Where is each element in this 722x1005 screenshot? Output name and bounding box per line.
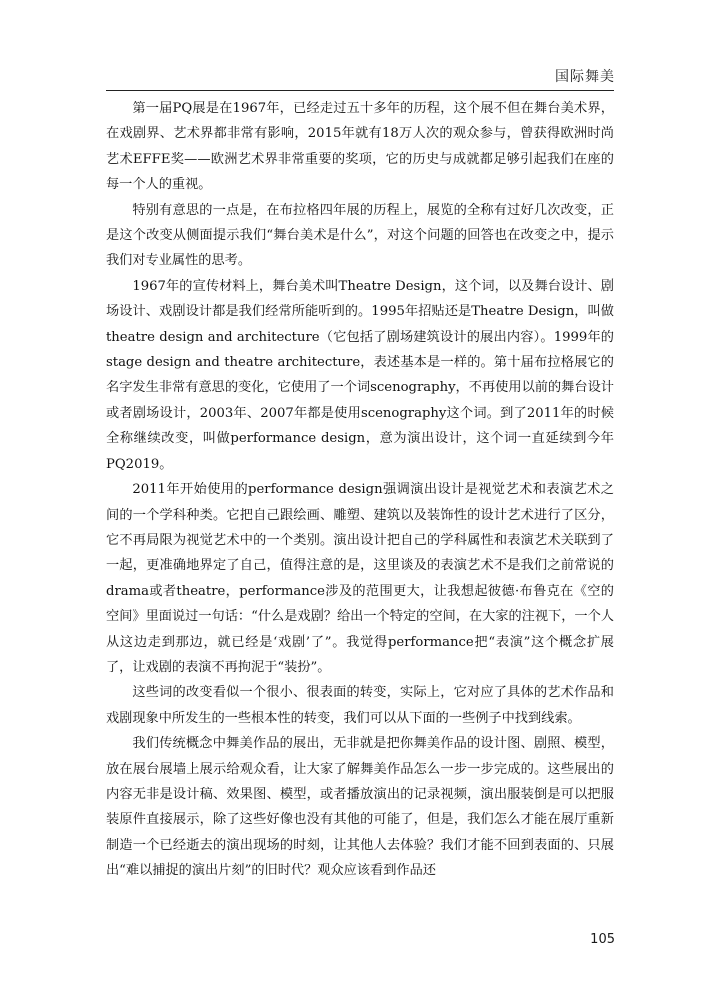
- paragraph: 这些词的改变看似一个很小、很表面的转变，实际上，它对应了具体的艺术作品和戏剧现象中所发生的一些根本性的转变，我们可以从下面的一些例子中找到线索。: [106, 685, 614, 726]
- paragraph: 1967年的宣传材料上，舞台美术叫Theatre Design，这个词，以及舞台设计、剧场设计、戏剧设计都是我们经常所能听到的。1995年招贴还是Theatre Design，叫做theatre design and architecture（它包括了剧场建筑设计的展出内容）。1999年的stage design and theatre architecture，表述基本是一样的。第十届布拉格展它的名字发生非常有意思的变化，它使用了一个词scenography，不再使用以前的舞台设计或者剧场设计，2003年、2007年都是使用scenography这个词。到了2011年的时候全称继续改变，叫做performance design，意为演出设计，这个词一直延续到今年PQ2019。: [106, 278, 614, 472]
- body-text: [106, 96, 614, 884]
- running-title: 国际舞美: [555, 69, 615, 85]
- page-number: 105: [590, 932, 615, 947]
- header-rule: [106, 90, 614, 91]
- paragraph: 特别有意思的一点是，在布拉格四年展的历程上，展览的全称有过好几次改变，正是这个改变从侧面提示我们“舞台美术是什么”，对这个问题的回答也在改变之中，提示我们对专业属性的思考。: [106, 202, 614, 269]
- paragraph: 2011年开始使用的performance design强调演出设计是视觉艺术和表演艺术之间的一个学科种类。它把自己跟绘画、雕塑、建筑以及装饰性的设计艺术进行了区分，它不再局限为视觉艺术中的一个类别。演出设计把自己的学科属性和表演艺术关联到了一起，更准确地界定了自己，值得注意的是，这里谈及的表演艺术不是我们之前常说的drama或者theatre，performance涉及的范围更大，让我想起彼德·布鲁克在《空的空间》里面说过一句话：“什么是戏剧？给出一个特定的空间，在大家的注视下，一个人从这边走到那边，就已经是‘戏剧’了”。我觉得performance把“表演”这个概念扩展了，让戏剧的表演不再拘泥于“装扮”。: [106, 482, 614, 675]
- paragraph: 第一届PQ展是在1967年，已经走过五十多年的历程，这个展不但在舞台美术界，在戏剧界、艺术界都非常有影响，2015年就有18万人次的观众参与，曾获得欧洲时尚艺术EFFE奖——欧洲艺术界非常重要的奖项，它的历史与成就都足够引起我们在座的每一个人的重视。: [106, 101, 614, 193]
- paragraph: 我们传统概念中舞美作品的展出，无非就是把你舞美作品的设计图、剧照、模型，放在展台展墙上展示给观众看，让大家了解舞美作品怎么一步一步完成的。这些展出的内容无非是设计稿、效果图、模型，或者播放演出的记录视频，演出服装倒是可以把服装原件直接展示，除了这些好像也没有其他的可能了，但是，我们怎么才能在展厅重新制造一个已经逝去的演出现场的时刻，让其他人去体验？我们才能不回到表面的、只展出“难以捕捉的演出片刻”的旧时代？观众应该看到作品还: [106, 736, 614, 879]
